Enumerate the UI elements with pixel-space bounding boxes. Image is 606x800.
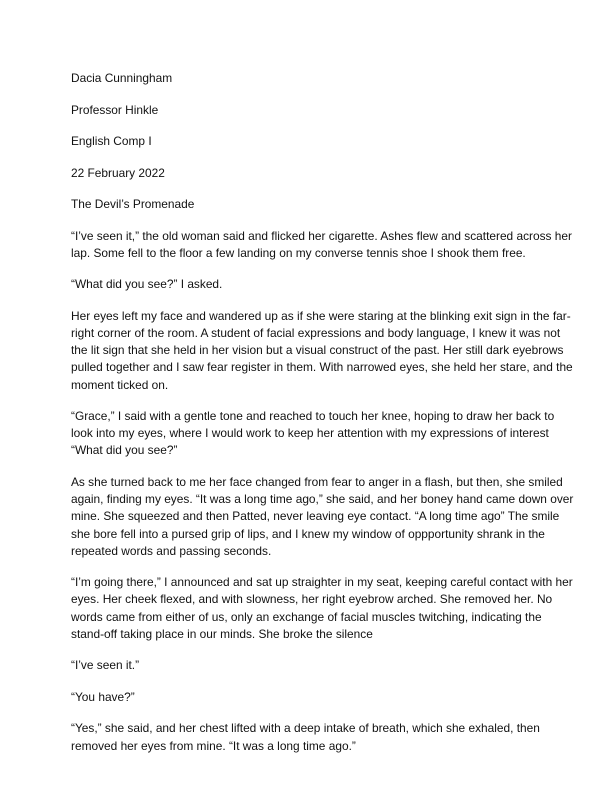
paragraph-line: again, finding my eyes. “It was a long time ago,” she said, and her boney hand came down over xyxy=(71,492,574,507)
paragraph-line: moment ticked on. xyxy=(71,377,169,392)
paragraph-line: right corner of the room. A student of facial expressions and body language, I knew it was not xyxy=(71,325,561,340)
paragraph-line: “What did you see?” I asked. xyxy=(71,277,223,292)
course-name: English Comp I xyxy=(71,134,152,148)
paragraph-line: “Grace,” I said with a gentle tone and reached to touch her knee, hoping to draw her back to xyxy=(71,409,555,424)
paragraph-line: As she turned back to me her face changed from fear to anger in a flash, but then, she smiled xyxy=(71,474,563,489)
paragraph xyxy=(71,228,572,262)
paragraph-line: repeated words and passing seconds. xyxy=(71,543,272,558)
paragraph-line: “I’ve seen it,” the old woman said and flicked her cigarette. Ashes flew and scattered across her xyxy=(71,228,572,243)
paragraph-line: “I’ve seen it.” xyxy=(71,658,140,673)
paragraph-line: eyes. Her cheek flexed, and with slowness, her right eyebrow arched. She removed her. No xyxy=(71,592,553,607)
document-date: 22 February 2022 xyxy=(71,165,165,180)
paragraph-line: “You have?” xyxy=(71,689,135,704)
paragraph-line: “Yes,” she said, and her chest lifted with a deep intake of breath, which she exhaled, then xyxy=(71,721,540,736)
paragraph-line: she bore fell into a pursed grip of lips, and I knew my window of oppportunity shrank in the xyxy=(71,526,545,541)
paragraph xyxy=(71,408,555,460)
paragraph xyxy=(71,574,573,643)
paragraph-line: removed her eyes from mine. “It was a long time ago.” xyxy=(71,738,356,753)
paragraph-line: Her eyes left my face and wandered up as if she were staring at the blinking exit sign in the far- xyxy=(71,308,571,323)
document-title: The Devil’s Promenade xyxy=(71,197,195,211)
student-name: Dacia Cunningham xyxy=(71,71,173,85)
paragraph-line: stand-off taking place in our minds. She broke the silence xyxy=(71,626,373,641)
professor-name: Professor Hinkle xyxy=(71,102,159,117)
paragraph-line: words came from either of us, only an exchange of facial muscles twitching, indicating the xyxy=(71,609,542,624)
paragraph-line: “What did you see?” xyxy=(71,443,178,458)
paragraph-line: pulled together and I saw fear register in them. With narrowed eyes, she held her stare, and the xyxy=(71,360,573,375)
paragraph-line: lap. Some fell to the floor a few landing on my converse tennis shoe I shook them free. xyxy=(71,245,526,260)
paragraph xyxy=(71,689,546,706)
paragraph xyxy=(71,474,574,560)
paragraph xyxy=(71,276,546,293)
paragraph-line: mine. She squeezed and then Patted, never leaving eye contact. “A long time ago” The smile xyxy=(71,509,560,524)
paragraph xyxy=(71,308,573,394)
paragraph-line: the lit sign that she held in her vision but a visual construct of the past. Her still dark eyebrows xyxy=(71,343,564,358)
paragraph-line: look into my eyes, where I would work to keep her attention with my expressions of interest xyxy=(71,426,549,441)
paragraph xyxy=(71,657,546,674)
paragraph xyxy=(71,720,546,754)
paragraph-line: “I’m going there,” I announced and sat up straighter in my seat, keeping careful contact with her xyxy=(71,575,573,590)
